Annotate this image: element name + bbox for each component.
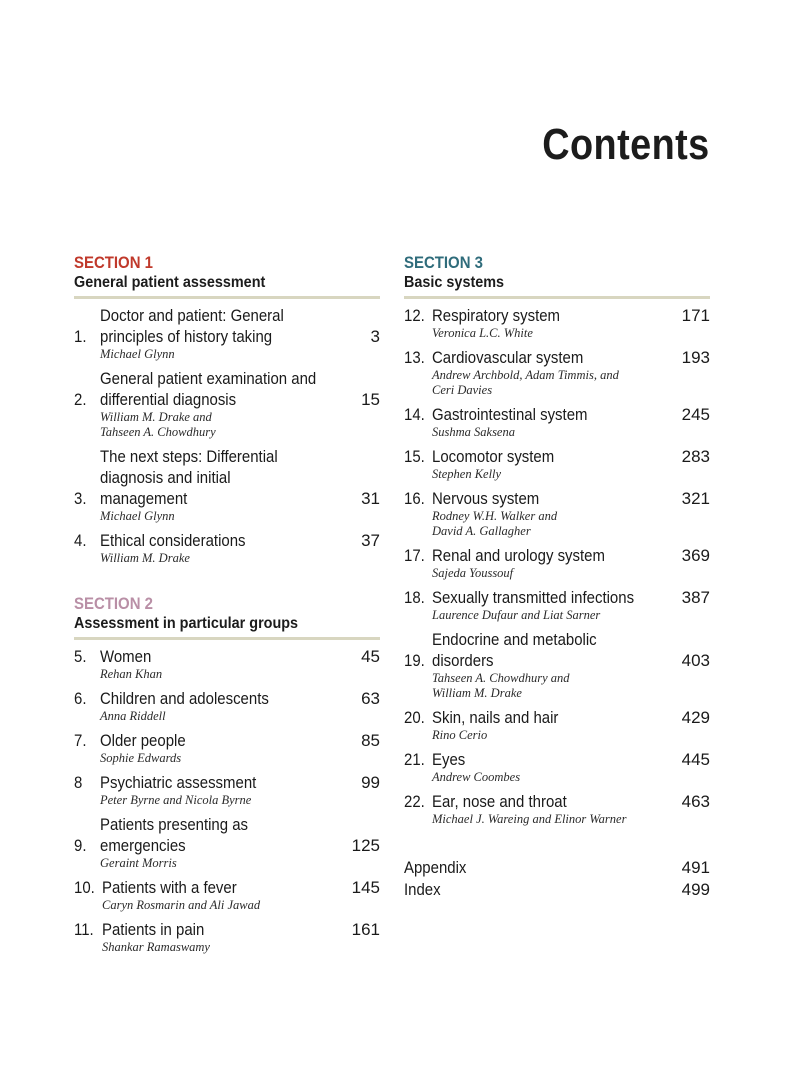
contents-left-column bbox=[74, 253, 380, 983]
chapter-page-number: 45 bbox=[361, 647, 380, 666]
page-title: Contents bbox=[542, 120, 710, 169]
chapter-entry bbox=[404, 347, 710, 398]
chapter-heading bbox=[74, 646, 380, 667]
chapter-number: 3. bbox=[74, 489, 87, 508]
chapter-heading bbox=[74, 530, 380, 551]
chapter-page-number: 63 bbox=[361, 689, 380, 708]
chapter-title: Ethical considerations bbox=[100, 531, 246, 550]
section-title: Assessment in particular groups bbox=[74, 615, 299, 632]
chapter-title: Older people bbox=[100, 731, 186, 750]
chapter-page-number: 171 bbox=[681, 306, 710, 325]
chapter-page-number: 283 bbox=[681, 447, 710, 466]
chapter-number: 4. bbox=[74, 531, 87, 550]
chapter-page-number: 193 bbox=[681, 348, 710, 367]
section-title: Basic systems bbox=[404, 274, 505, 291]
section-divider bbox=[74, 637, 380, 640]
chapter-page-number: 321 bbox=[681, 489, 710, 508]
chapter-heading bbox=[74, 368, 380, 410]
chapter-authors: Rino Cerio bbox=[432, 728, 488, 742]
chapter-authors: Andrew Archbold, Adam Timmis, and Ceri Davies bbox=[432, 368, 619, 397]
chapter-number: 1. bbox=[74, 327, 87, 346]
chapter-heading bbox=[74, 877, 380, 898]
chapter-authors: Sushma Saksena bbox=[432, 425, 515, 439]
chapter-authors: Michael Glynn bbox=[100, 347, 175, 361]
chapter-entry bbox=[404, 707, 710, 743]
chapter-heading bbox=[404, 791, 710, 812]
chapter-authors: Sajeda Youssouf bbox=[432, 566, 514, 580]
chapter-authors: Shankar Ramaswamy bbox=[102, 940, 210, 954]
chapter-authors: Stephen Kelly bbox=[432, 467, 502, 481]
chapter-page-number: 387 bbox=[681, 588, 710, 607]
chapter-page-number: 403 bbox=[681, 651, 710, 670]
section-label: SECTION 3 bbox=[404, 253, 483, 272]
chapter-number: 10. bbox=[74, 878, 95, 897]
chapter-page-number: 37 bbox=[361, 531, 380, 550]
chapter-entry bbox=[74, 772, 380, 808]
chapter-number: 21. bbox=[404, 750, 425, 769]
chapter-entry bbox=[404, 749, 710, 785]
chapter-title: Patients in pain bbox=[102, 920, 205, 939]
chapter-title: Psychiatric assessment bbox=[100, 773, 257, 792]
chapter-title: Locomotor system bbox=[432, 447, 555, 466]
chapter-heading bbox=[404, 446, 710, 467]
chapter-authors: Michael Glynn bbox=[100, 509, 175, 523]
chapter-heading bbox=[404, 347, 710, 368]
chapter-heading bbox=[74, 446, 380, 509]
chapter-entry bbox=[404, 791, 710, 827]
chapter-entry bbox=[404, 629, 710, 701]
chapter-number: 13. bbox=[404, 348, 425, 367]
chapter-number: 18. bbox=[404, 588, 425, 607]
chapter-authors: William M. Drake bbox=[100, 551, 190, 565]
chapter-heading bbox=[74, 919, 380, 940]
chapter-entry bbox=[74, 919, 380, 955]
chapter-entry bbox=[74, 368, 380, 440]
chapter-heading bbox=[404, 587, 710, 608]
chapter-heading bbox=[74, 305, 380, 347]
chapter-title: Children and adolescents bbox=[100, 689, 269, 708]
chapter-page-number: 369 bbox=[681, 546, 710, 565]
chapter-heading bbox=[404, 488, 710, 509]
chapter-number: 17. bbox=[404, 546, 425, 565]
chapter-title: Patients presenting as emergencies bbox=[100, 815, 249, 855]
back-matter-item bbox=[404, 879, 710, 901]
chapter-authors: Rodney W.H. Walker and David A. Gallagher bbox=[432, 509, 558, 538]
chapter-title: Patients with a fever bbox=[102, 878, 237, 897]
section-title: General patient assessment bbox=[74, 274, 266, 291]
chapter-title: Renal and urology system bbox=[432, 546, 605, 565]
chapter-page-number: 99 bbox=[361, 773, 380, 792]
chapter-page-number: 145 bbox=[351, 878, 380, 897]
chapter-entry bbox=[74, 530, 380, 566]
chapter-page-number: 85 bbox=[361, 731, 380, 750]
chapter-authors: Peter Byrne and Nicola Byrne bbox=[100, 793, 252, 807]
section-label: SECTION 2 bbox=[74, 594, 153, 613]
chapter-entry bbox=[74, 646, 380, 682]
chapter-page-number: 429 bbox=[681, 708, 710, 727]
chapter-number: 12. bbox=[404, 306, 425, 325]
chapter-entry bbox=[404, 587, 710, 623]
chapter-heading bbox=[74, 688, 380, 709]
chapter-title: Skin, nails and hair bbox=[432, 708, 559, 727]
chapter-number: 16. bbox=[404, 489, 425, 508]
chapter-authors: Veronica L.C. White bbox=[432, 326, 533, 340]
chapter-entry bbox=[404, 488, 710, 539]
chapter-entry bbox=[404, 404, 710, 440]
chapter-title: Gastrointestinal system bbox=[432, 405, 588, 424]
chapter-heading bbox=[404, 404, 710, 425]
chapter-entry bbox=[74, 446, 380, 524]
chapter-heading bbox=[404, 545, 710, 566]
chapter-page-number: 245 bbox=[681, 405, 710, 424]
chapter-authors: Geraint Morris bbox=[100, 856, 177, 870]
chapter-entry bbox=[74, 730, 380, 766]
section-label: SECTION 1 bbox=[74, 253, 153, 272]
chapter-heading bbox=[404, 305, 710, 326]
chapter-authors: Laurence Dufaur and Liat Sarner bbox=[432, 608, 601, 622]
chapter-number: 11. bbox=[74, 920, 94, 939]
chapter-authors: Sophie Edwards bbox=[100, 751, 182, 765]
chapter-number: 20. bbox=[404, 708, 425, 727]
contents-section bbox=[74, 253, 380, 566]
chapter-number: 5. bbox=[74, 647, 87, 666]
chapter-title: Sexually transmitted infections bbox=[432, 588, 635, 607]
chapter-title: Nervous system bbox=[432, 489, 540, 508]
chapter-page-number: 463 bbox=[681, 792, 710, 811]
chapter-heading bbox=[404, 749, 710, 770]
chapter-page-number: 445 bbox=[681, 750, 710, 769]
chapter-title: Respiratory system bbox=[432, 306, 561, 325]
section-divider bbox=[404, 296, 710, 299]
back-matter-title: Appendix bbox=[404, 858, 467, 877]
back-matter-title: Index bbox=[404, 880, 441, 899]
chapter-entry bbox=[74, 814, 380, 871]
chapter-authors: Andrew Coombes bbox=[432, 770, 521, 784]
section-divider bbox=[74, 296, 380, 299]
back-matter bbox=[404, 857, 710, 901]
chapter-title: General patient examination and differential diagnosis bbox=[100, 369, 317, 409]
chapter-entry bbox=[404, 446, 710, 482]
chapter-number: 22. bbox=[404, 792, 425, 811]
contents-right-column bbox=[404, 253, 710, 901]
chapter-number: 9. bbox=[74, 836, 87, 855]
chapter-authors: Michael J. Wareing and Elinor Warner bbox=[432, 812, 627, 826]
chapter-entry bbox=[404, 305, 710, 341]
chapter-number: 6. bbox=[74, 689, 87, 708]
chapter-entry bbox=[74, 877, 380, 913]
chapter-entry bbox=[74, 305, 380, 362]
chapter-authors: William M. Drake and Tahseen A. Chowdhury bbox=[100, 410, 216, 439]
chapter-title: Women bbox=[100, 647, 152, 666]
contents-section bbox=[404, 253, 710, 827]
chapter-title: The next steps: Differential diagnosis and initial management bbox=[100, 447, 278, 508]
chapter-entry bbox=[74, 688, 380, 724]
chapter-number: 15. bbox=[404, 447, 425, 466]
contents-section bbox=[74, 594, 380, 955]
chapter-title: Ear, nose and throat bbox=[432, 792, 567, 811]
chapter-authors: Caryn Rosmarin and Ali Jawad bbox=[102, 898, 261, 912]
chapter-heading bbox=[404, 629, 710, 671]
chapter-authors: Tahseen A. Chowdhury and William M. Drake bbox=[432, 671, 570, 700]
chapter-entry bbox=[404, 545, 710, 581]
chapter-authors: Anna Riddell bbox=[100, 709, 166, 723]
chapter-authors: Rehan Khan bbox=[100, 667, 163, 681]
chapter-heading bbox=[74, 814, 380, 856]
chapter-title: Eyes bbox=[432, 750, 466, 769]
chapter-number: 8 bbox=[74, 773, 83, 792]
chapter-title: Cardiovascular system bbox=[432, 348, 584, 367]
back-matter-page: 491 bbox=[681, 858, 710, 877]
chapter-page-number: 125 bbox=[351, 836, 380, 855]
chapter-page-number: 3 bbox=[370, 327, 380, 346]
chapter-number: 19. bbox=[404, 651, 425, 670]
chapter-heading bbox=[74, 772, 380, 793]
chapter-page-number: 31 bbox=[361, 489, 380, 508]
chapter-heading bbox=[404, 707, 710, 728]
back-matter-item bbox=[404, 857, 710, 879]
chapter-page-number: 15 bbox=[361, 390, 380, 409]
back-matter-page: 499 bbox=[681, 880, 710, 899]
chapter-title: Endocrine and metabolic disorders bbox=[432, 630, 597, 670]
chapter-number: 14. bbox=[404, 405, 425, 424]
chapter-heading bbox=[74, 730, 380, 751]
chapter-number: 7. bbox=[74, 731, 87, 750]
chapter-number: 2. bbox=[74, 390, 87, 409]
chapter-title: Doctor and patient: General principles of history taking bbox=[100, 306, 284, 346]
chapter-page-number: 161 bbox=[351, 920, 380, 939]
